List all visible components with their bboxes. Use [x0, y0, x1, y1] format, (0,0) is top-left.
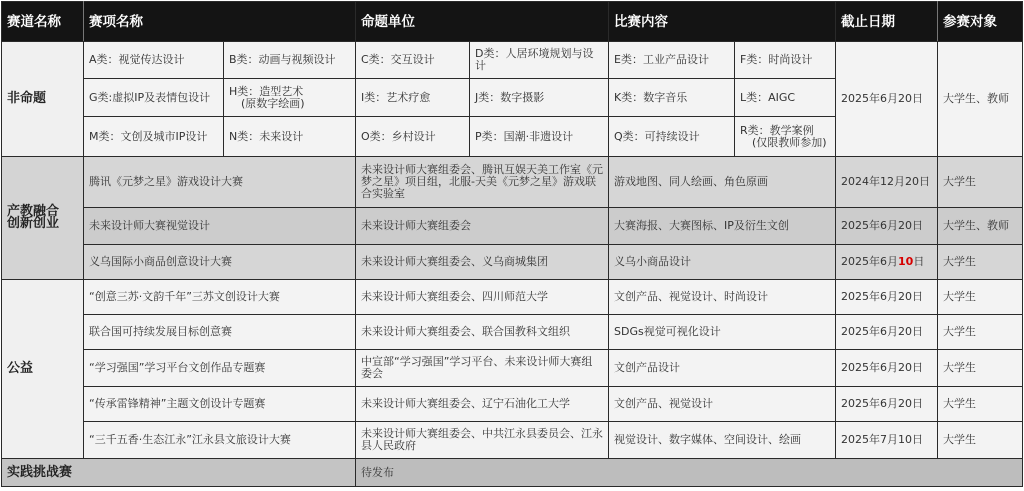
event-content: 视觉设计、数字媒体、空间设计、绘画	[609, 422, 836, 459]
header-content: 比赛内容	[609, 2, 836, 42]
event-unit: 未来设计师大赛组委会、腾讯互娱天美工作室《元梦之星》项目组，北服-天美《元梦之星》游戏联合实验室	[356, 157, 609, 208]
category-cell	[735, 117, 836, 157]
audience-cell: 大学生	[938, 157, 1023, 208]
event-content: 文创产品设计	[609, 350, 836, 387]
table-row	[2, 280, 1023, 315]
deadline-part: 日	[913, 255, 925, 268]
event-unit: 未来设计师大赛组委会、义乌商城集团	[356, 245, 609, 280]
category-cell: I类：艺术疗愈	[356, 79, 470, 117]
event-unit: 未来设计师大赛组委会、中共江永县委员会、江永县人民政府	[356, 422, 609, 459]
event-content: 文创产品、视觉设计、时尚设计	[609, 280, 836, 315]
header-row	[2, 2, 1023, 42]
table-row	[2, 350, 1023, 387]
category-cell: C类：交互设计	[356, 42, 470, 79]
deadline-cell: 2024年12月20日	[836, 157, 938, 208]
deadline-cell: 2025年6月20日	[836, 280, 938, 315]
audience-cell: 大学生、教师	[938, 42, 1023, 157]
category-cell: K类：数字音乐	[609, 79, 735, 117]
deadline-highlight: 10	[898, 255, 914, 268]
category-cell: N类：未来设计	[224, 117, 356, 157]
category-cell: P类：国潮·非遗设计	[470, 117, 609, 157]
event-unit: 未来设计师大赛组委会、四川师范大学	[356, 280, 609, 315]
audience-cell: 大学生	[938, 350, 1023, 387]
deadline-cell: 2025年6月20日	[836, 350, 938, 387]
event-content: 大赛海报、大赛图标、IP及衍生文创	[609, 208, 836, 245]
track-label: 产教融合	[7, 204, 60, 219]
event-unit: 未来设计师大赛组委会、辽宁石油化工大学	[356, 387, 609, 422]
event-name: “传承雷锋精神”主题文创设计专题赛	[84, 387, 356, 422]
event-content: SDGs视觉可视化设计	[609, 315, 836, 350]
track-noncommission: 非命题	[2, 42, 84, 157]
deadline-part: 2025年6月	[841, 255, 898, 268]
event-name: “学习强国”学习平台文创作品专题赛	[84, 350, 356, 387]
event-unit: 中宣部“学习强国”学习平台、未来设计师大赛组委会	[356, 350, 609, 387]
event-unit: 未来设计师大赛组委会	[356, 208, 609, 245]
header-audience: 参赛对象	[938, 2, 1023, 42]
table-row	[2, 422, 1023, 459]
deadline-cell: 2025年6月20日	[836, 315, 938, 350]
category-cell: G类:虚拟IP及表情包设计	[84, 79, 224, 117]
track-public: 公益	[2, 280, 84, 459]
category-cell: L类：AIGC	[735, 79, 836, 117]
event-unit: 未来设计师大赛组委会、联合国教科文组织	[356, 315, 609, 350]
track-label: 创新创业	[7, 216, 60, 231]
audience-cell: 大学生	[938, 315, 1023, 350]
category-cell: J类：数字摄影	[470, 79, 609, 117]
category-note: (原数字绘画)	[241, 96, 305, 110]
track-industry	[2, 157, 84, 280]
table-row	[2, 157, 1023, 208]
audience-cell: 大学生、教师	[938, 208, 1023, 245]
table-row	[2, 315, 1023, 350]
event-content: 义乌小商品设计	[609, 245, 836, 280]
deadline-cell	[836, 245, 938, 280]
deadline-cell: 2025年6月20日	[836, 42, 938, 157]
category-label: H类：造型艺术	[229, 84, 304, 98]
header-deadline: 截止日期	[836, 2, 938, 42]
event-name: “三千五香·生态江永”江永县文旅设计大赛	[84, 422, 356, 459]
category-cell: A类：视觉传达设计	[84, 42, 224, 79]
category-cell: B类：动画与视频设计	[224, 42, 356, 79]
deadline-cell: 2025年7月10日	[836, 422, 938, 459]
table-row	[2, 459, 1023, 487]
deadline-cell: 2025年6月20日	[836, 387, 938, 422]
table-row	[2, 387, 1023, 422]
deadline-cell: 2025年6月20日	[836, 208, 938, 245]
event-name: 义乌国际小商品创意设计大赛	[84, 245, 356, 280]
track-practice: 实践挑战赛	[2, 459, 356, 487]
category-cell: M类：文创及城市IP设计	[84, 117, 224, 157]
table-row	[2, 42, 1023, 79]
event-content: 游戏地图、同人绘画、角色原画	[609, 157, 836, 208]
header-track: 赛道名称	[2, 2, 84, 42]
category-cell: E类：工业产品设计	[609, 42, 735, 79]
header-unit: 命题单位	[356, 2, 609, 42]
category-note: (仅限教师参加)	[752, 135, 827, 149]
audience-cell: 大学生	[938, 245, 1023, 280]
audience-cell: 大学生	[938, 280, 1023, 315]
category-cell: D类：人居环境规划与设计	[470, 42, 609, 79]
category-cell: O类：乡村设计	[356, 117, 470, 157]
header-event: 赛项名称	[84, 2, 356, 42]
event-name: 腾讯《元梦之星》游戏设计大赛	[84, 157, 356, 208]
audience-cell: 大学生	[938, 387, 1023, 422]
table-row	[2, 245, 1023, 280]
category-cell	[224, 79, 356, 117]
category-cell: F类：时尚设计	[735, 42, 836, 79]
event-name: “创意三苏·文韵千年”三苏文创设计大赛	[84, 280, 356, 315]
audience-cell: 大学生	[938, 422, 1023, 459]
table-row	[2, 208, 1023, 245]
category-label: R类：教学案例	[740, 123, 814, 137]
event-name: 未来设计师大赛视觉设计	[84, 208, 356, 245]
competition-table	[1, 1, 1023, 487]
category-cell: Q类：可持续设计	[609, 117, 735, 157]
event-name: 联合国可持续发展目标创意赛	[84, 315, 356, 350]
status-pending: 待发布	[356, 459, 1023, 487]
event-content: 文创产品、视觉设计	[609, 387, 836, 422]
